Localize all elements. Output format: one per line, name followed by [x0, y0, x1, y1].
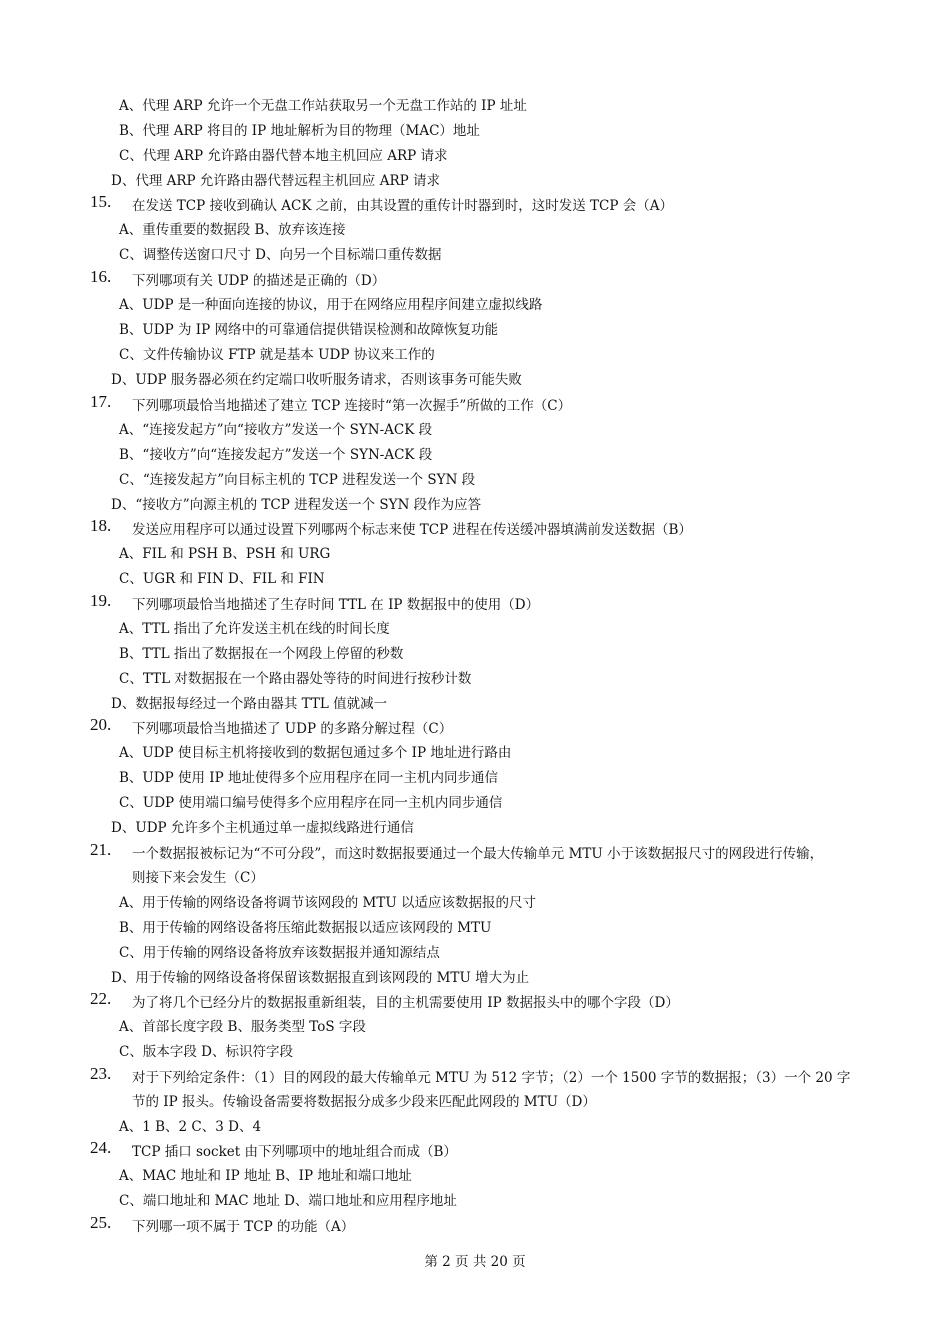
- q14-option-d: D、代理 ARP 允许路由器代替远程主机回应 ARP 请求: [111, 173, 440, 189]
- question-text: 下列哪一项不属于 TCP 的功能（A）: [132, 1219, 355, 1235]
- question-text: 对于下列给定条件：（1）目的网段的最大传输单元 MTU 为 512 字节；（2）一个 1500 字节的数据报；（3）一个 20 字: [132, 1070, 851, 1086]
- option-a: A、TTL 指出了允许发送主机在线的时间长度: [119, 621, 390, 637]
- page-footer: 第 2 页 共 20 页: [424, 1254, 526, 1270]
- question-text: 一个数据报被标记为“不可分段”，而这时数据报要通过一个最大传输单元 MTU 小于该数据报尺寸的网段进行传输，: [132, 846, 824, 862]
- options-row: C、UGR 和 FIN D、FIL 和 FIN: [119, 571, 325, 587]
- option-b: B、TTL 指出了数据报在一个网段上停留的秒数: [119, 646, 404, 662]
- option-c: C、“连接发起方”向目标主机的 TCP 进程发送一个 SYN 段: [119, 472, 476, 488]
- question-text: 在发送 TCP 接收到确认 ACK 之前，由其设置的重传计时器到时，这时发送 TCP 会（A）: [132, 198, 673, 214]
- question-text-continued: 则接下来会发生（C）: [132, 870, 264, 886]
- option-d: D、“接收方”向源主机的 TCP 进程发送一个 SYN 段作为应答: [111, 497, 482, 513]
- question-number: 25.: [90, 1213, 112, 1232]
- question-number: 22.: [90, 989, 112, 1008]
- question-number: 16.: [90, 267, 112, 286]
- option-d: D、数据报每经过一个路由器其 TTL 值就减一: [111, 696, 388, 712]
- options-row: A、FIL 和 PSH B、PSH 和 URG: [119, 546, 331, 562]
- question-number: 21.: [90, 840, 112, 859]
- option-a: A、UDP 使目标主机将接收到的数据包通过多个 IP 地址进行路由: [119, 745, 512, 761]
- question-text-continued: 节的 IP 报头。传输设备需要将数据报分成多少段来匹配此网段的 MTU（D）: [132, 1094, 596, 1110]
- option-a: A、UDP 是一种面向连接的协议，用于在网络应用程序间建立虚拟线路: [119, 297, 543, 313]
- q14-option-c: C、代理 ARP 允许路由器代替本地主机回应 ARP 请求: [119, 148, 448, 164]
- option-d: D、用于传输的网络设备将保留该数据报直到该网段的 MTU 增大为止: [111, 970, 530, 986]
- question-text: 下列哪项最恰当地描述了生存时间 TTL 在 IP 数据报中的使用（D）: [132, 597, 540, 613]
- question-number: 18.: [90, 516, 112, 535]
- question-text: 为了将几个已经分片的数据报重新组装，目的主机需要使用 IP 数据报头中的哪个字段（D）: [132, 995, 679, 1011]
- option-b: B、UDP 使用 IP 地址使得多个应用程序在同一主机内同步通信: [119, 770, 498, 786]
- question-number: 24.: [90, 1138, 112, 1157]
- options-row: A、1 B、2 C、3 D、4: [119, 1119, 262, 1135]
- question-number: 15.: [90, 192, 112, 211]
- option-c: C、UDP 使用端口编号使得多个应用程序在同一主机内同步通信: [119, 795, 503, 811]
- q14-option-a: A、代理 ARP 允许一个无盘工作站获取另一个无盘工作站的 IP 址址: [119, 98, 527, 114]
- question-number: 17.: [90, 392, 112, 411]
- options-row: C、调整传送窗口尺寸 D、向另一个目标端口重传数据: [119, 247, 442, 263]
- options-row: A、重传重要的数据段 B、放弃该连接: [119, 222, 346, 238]
- question-text: 下列哪项最恰当地描述了建立 TCP 连接时“第一次握手”所做的工作（C）: [132, 398, 572, 414]
- option-c: C、文件传输协议 FTP 就是基本 UDP 协议来工作的: [119, 347, 435, 363]
- option-a: A、用于传输的网络设备将调节该网段的 MTU 以适应该数据报的尺寸: [119, 895, 537, 911]
- option-a: A、“连接发起方”向“接收方”发送一个 SYN-ACK 段: [119, 422, 433, 438]
- option-b: B、UDP 为 IP 网络中的可靠通信提供错误检测和故障恢复功能: [119, 322, 498, 338]
- question-text: 发送应用程序可以通过设置下列哪两个标志来使 TCP 进程在传送缓冲器填满前发送数据（B）: [132, 522, 692, 538]
- question-number: 20.: [90, 715, 112, 734]
- question-text: TCP 插口 socket 由下列哪项中的地址组合而成（B）: [132, 1144, 457, 1160]
- question-text: 下列哪项最恰当地描述了 UDP 的多路分解过程（C）: [132, 721, 453, 737]
- option-b: B、“接收方”向“连接发起方”发送一个 SYN-ACK 段: [119, 447, 433, 463]
- q14-option-b: B、代理 ARP 将目的 IP 地址解析为目的物理（MAC）地址: [119, 123, 480, 139]
- options-row: C、版本字段 D、标识符字段: [119, 1044, 293, 1060]
- option-d: D、UDP 服务器必须在约定端口收听服务请求，否则该事务可能失败: [111, 372, 522, 388]
- option-c: C、TTL 对数据报在一个路由器处等待的时间进行按秒计数: [119, 671, 472, 687]
- question-text: 下列哪项有关 UDP 的描述是正确的（D）: [132, 273, 386, 289]
- option-c: C、用于传输的网络设备将放弃该数据报并通知源结点: [119, 945, 440, 961]
- option-b: B、用于传输的网络设备将压缩此数据报以适应该网段的 MTU: [119, 920, 492, 936]
- question-number: 23.: [90, 1064, 112, 1083]
- options-row: C、端口地址和 MAC 地址 D、端口地址和应用程序地址: [119, 1193, 457, 1209]
- options-row: A、首部长度字段 B、服务类型 ToS 字段: [119, 1019, 366, 1035]
- option-d: D、UDP 允许多个主机通过单一虚拟线路进行通信: [111, 820, 414, 836]
- question-number: 19.: [90, 591, 112, 610]
- options-row: A、MAC 地址和 IP 地址 B、IP 地址和端口地址: [119, 1168, 412, 1184]
